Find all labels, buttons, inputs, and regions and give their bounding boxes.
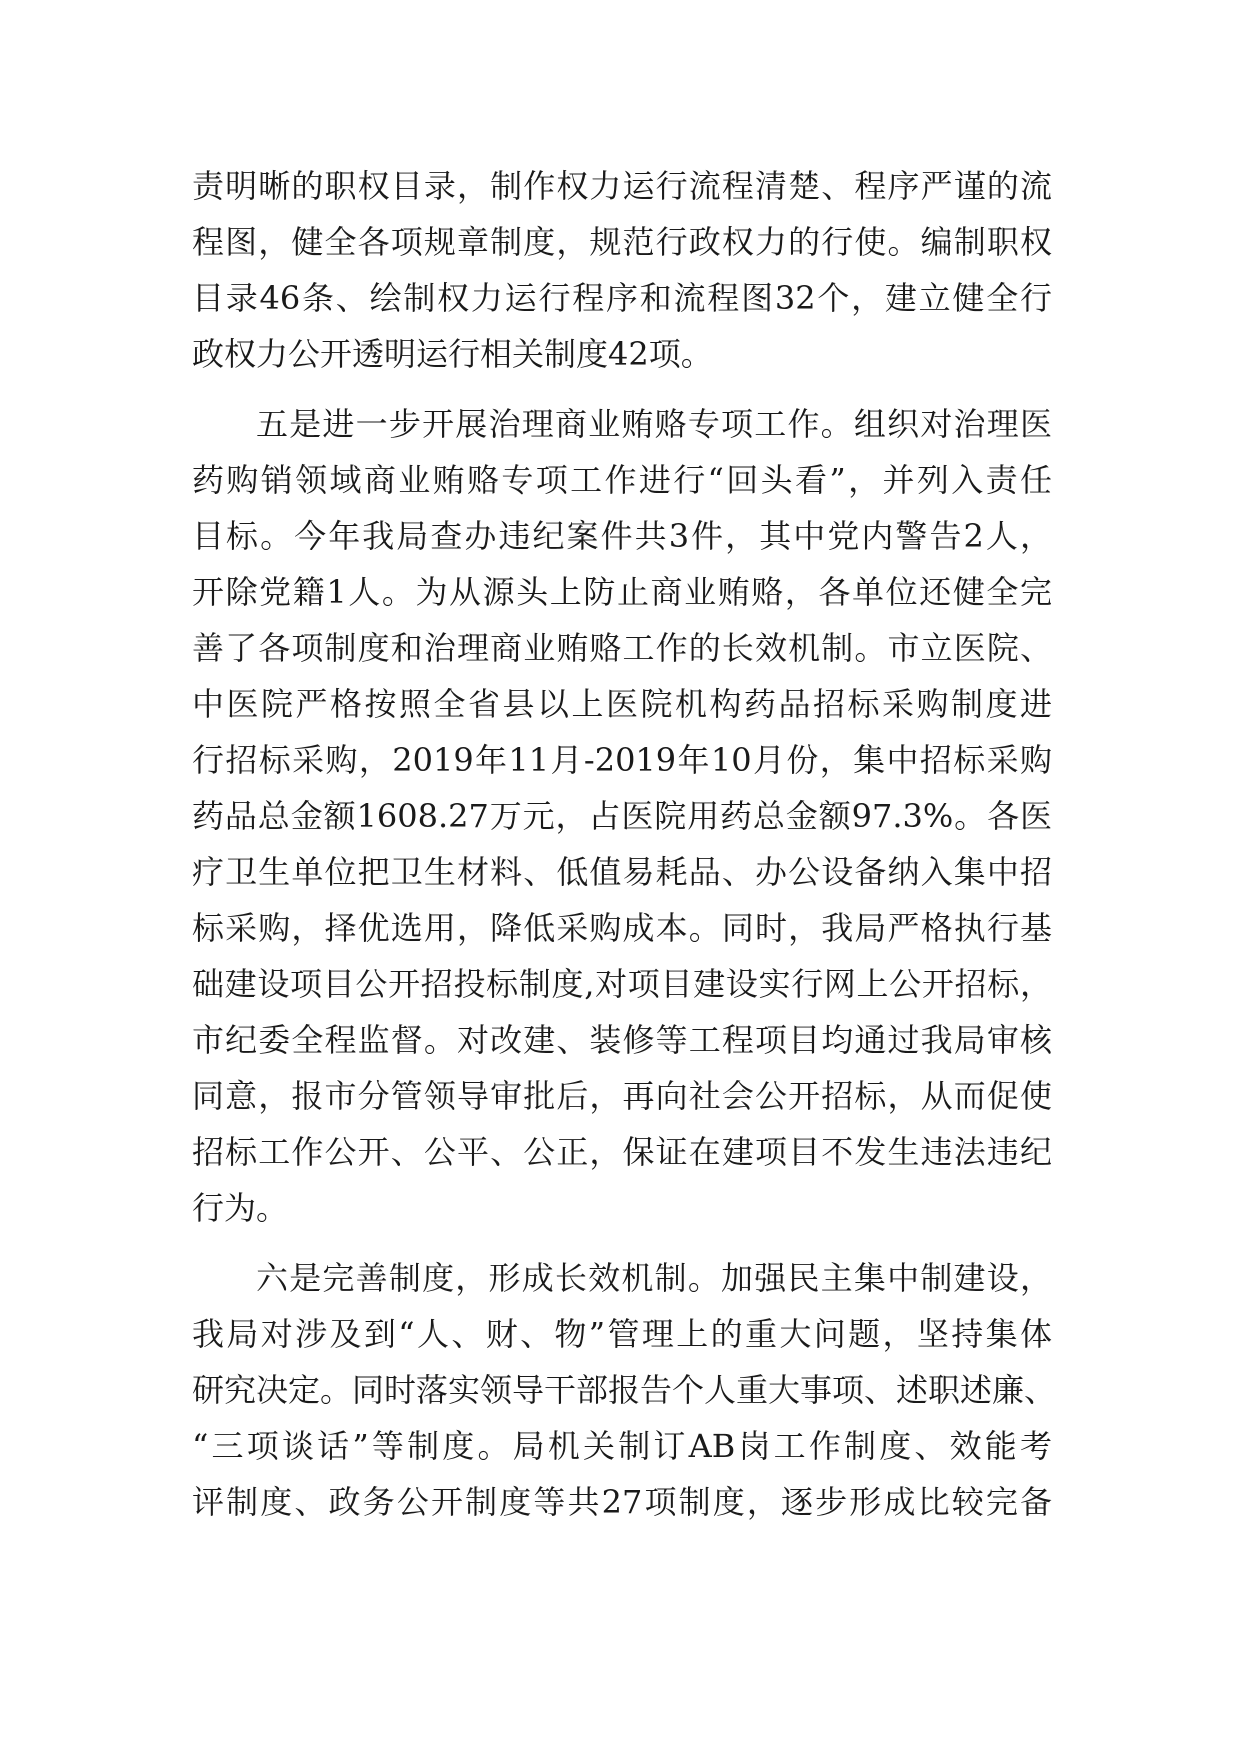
paragraph-commercial-bribery [192, 396, 1052, 1236]
text-line: 药品总金额1608.27万元，占医院用药总金额97.3%。各医 [192, 797, 1052, 835]
text-line: 目录46条、绘制权力运行程序和流程图32个，建立健全行 [192, 279, 1052, 317]
text-line: 评制度、政务公开制度等共27项制度，逐步形成比较完备 [192, 1483, 1052, 1521]
text-line: 六是完善制度，形成长效机制。加强民主集中制建设， [256, 1259, 1052, 1297]
text-line: 研究决定。同时落实领导干部报告个人重大事项、述职述廉、 [192, 1371, 1057, 1409]
text-line: 五是进一步开展治理商业贿赂专项工作。组织对治理医 [256, 405, 1052, 443]
document-body [192, 158, 1057, 1530]
text-line: 善了各项制度和治理商业贿赂工作的长效机制。市立医院、 [192, 629, 1052, 667]
text-line: 行招标采购，2019年11月-2019年10月份，集中招标采购 [192, 741, 1052, 779]
text-line: 招标工作公开、公平、公正，保证在建项目不发生违法违纪 [192, 1133, 1052, 1171]
text-line: “三项谈话”等制度。局机关制订AB岗工作制度、效能考 [192, 1427, 1052, 1465]
text-line: 目标。今年我局查办违纪案件共3件，其中党内警告2人， [192, 517, 1052, 555]
text-line: 我局对涉及到“人、财、物”管理上的重大问题，坚持集体 [192, 1315, 1052, 1353]
text-line: 行为。 [192, 1189, 289, 1227]
text-line: 础建设项目公开招投标制度,对项目建设实行网上公开招标， [192, 965, 1052, 1003]
text-line: 责明晰的职权目录，制作权力运行流程清楚、程序严谨的流 [192, 167, 1052, 205]
text-line: 标采购，择优选用，降低采购成本。同时，我局严格执行基 [192, 909, 1052, 947]
text-line: 开除党籍1人。为从源头上防止商业贿赂，各单位还健全完 [192, 573, 1052, 611]
text-line: 程图，健全各项规章制度，规范行政权力的行使。编制职权 [192, 223, 1052, 261]
text-line: 疗卫生单位把卫生材料、低值易耗品、办公设备纳入集中招 [192, 853, 1052, 891]
text-line: 市纪委全程监督。对改建、装修等工程项目均通过我局审核 [192, 1021, 1052, 1059]
text-line: 同意，报市分管领导审批后，再向社会公开招标，从而促使 [192, 1077, 1052, 1115]
paragraph-power-catalog [192, 158, 1052, 382]
text-line: 中医院严格按照全省县以上医院机构药品招标采购制度进 [192, 685, 1052, 723]
paragraph-spacer [192, 1236, 1052, 1250]
paragraph-spacer [192, 382, 1052, 396]
text-line: 政权力公开透明运行相关制度42项。 [192, 335, 713, 373]
paragraph-system-improvement [192, 1250, 1057, 1530]
text-line: 药购销领域商业贿赂专项工作进行“回头看”，并列入责任 [192, 461, 1052, 499]
